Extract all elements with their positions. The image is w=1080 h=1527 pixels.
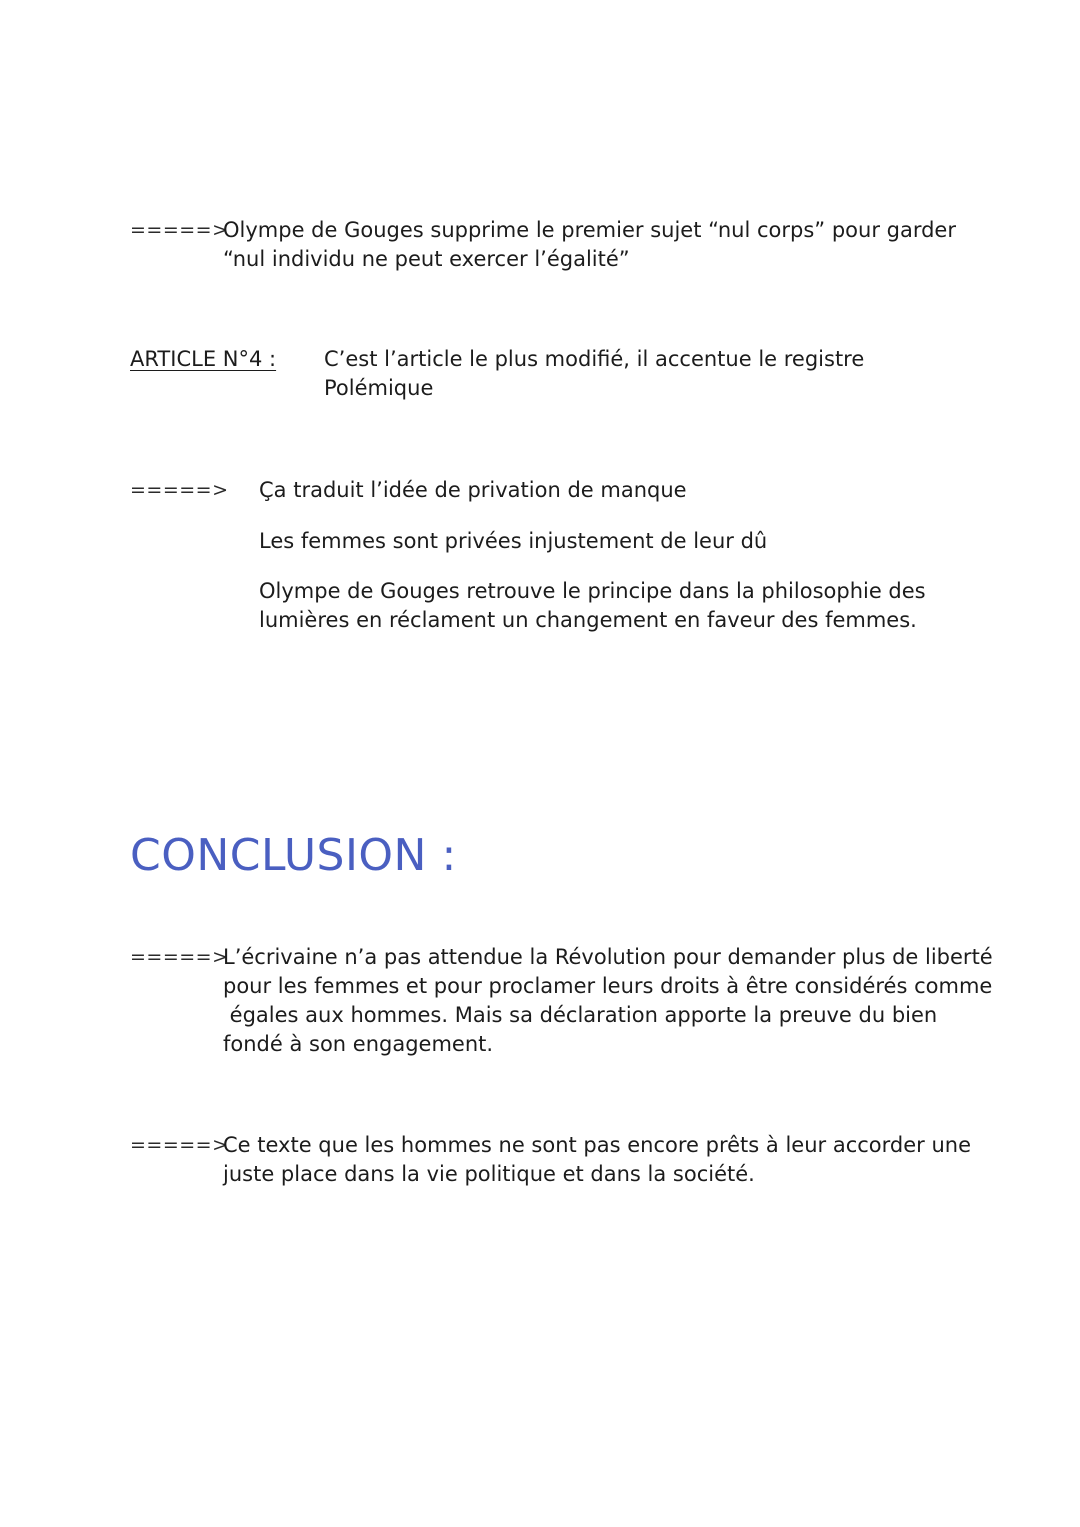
article-label: ARTICLE N°4 : bbox=[130, 347, 277, 371]
section-heading: CONCLUSION : bbox=[130, 830, 457, 881]
note-line: Olympe de Gouges supprime le premier sujet “nul corps” pour garder bbox=[223, 218, 956, 242]
conclusion-line: juste place dans la vie politique et dans la société. bbox=[223, 1162, 755, 1186]
arrow-marker: =====> bbox=[130, 1134, 229, 1156]
conclusion-line: égales aux hommes. Mais sa déclaration apporte la preuve du bien bbox=[223, 1003, 938, 1027]
arrow-marker: =====> bbox=[130, 946, 229, 968]
note-line: lumières en réclament un changement en faveur des femmes. bbox=[259, 608, 917, 632]
conclusion-line: pour les femmes et pour proclamer leurs droits à être considérés comme bbox=[223, 974, 993, 998]
note-line: Olympe de Gouges retrouve le principe dans la philosophie des bbox=[259, 579, 926, 603]
note-line: Les femmes sont privées injustement de leur dû bbox=[259, 529, 768, 553]
conclusion-line: Ce texte que les hommes ne sont pas encore prêts à leur accorder une bbox=[223, 1133, 971, 1157]
note-line: Ça traduit l’idée de privation de manque bbox=[259, 478, 687, 502]
arrow-marker: =====> bbox=[130, 219, 229, 241]
conclusion-line: L’écrivaine n’a pas attendue la Révolution pour demander plus de liberté bbox=[223, 945, 993, 969]
arrow-marker: =====> bbox=[130, 479, 229, 501]
note-line: “nul individu ne peut exercer l’égalité” bbox=[223, 247, 630, 271]
article-text: C’est l’article le plus modifié, il accentue le registre bbox=[324, 347, 865, 371]
conclusion-line: fondé à son engagement. bbox=[223, 1032, 494, 1056]
article-text: Polémique bbox=[324, 376, 434, 400]
